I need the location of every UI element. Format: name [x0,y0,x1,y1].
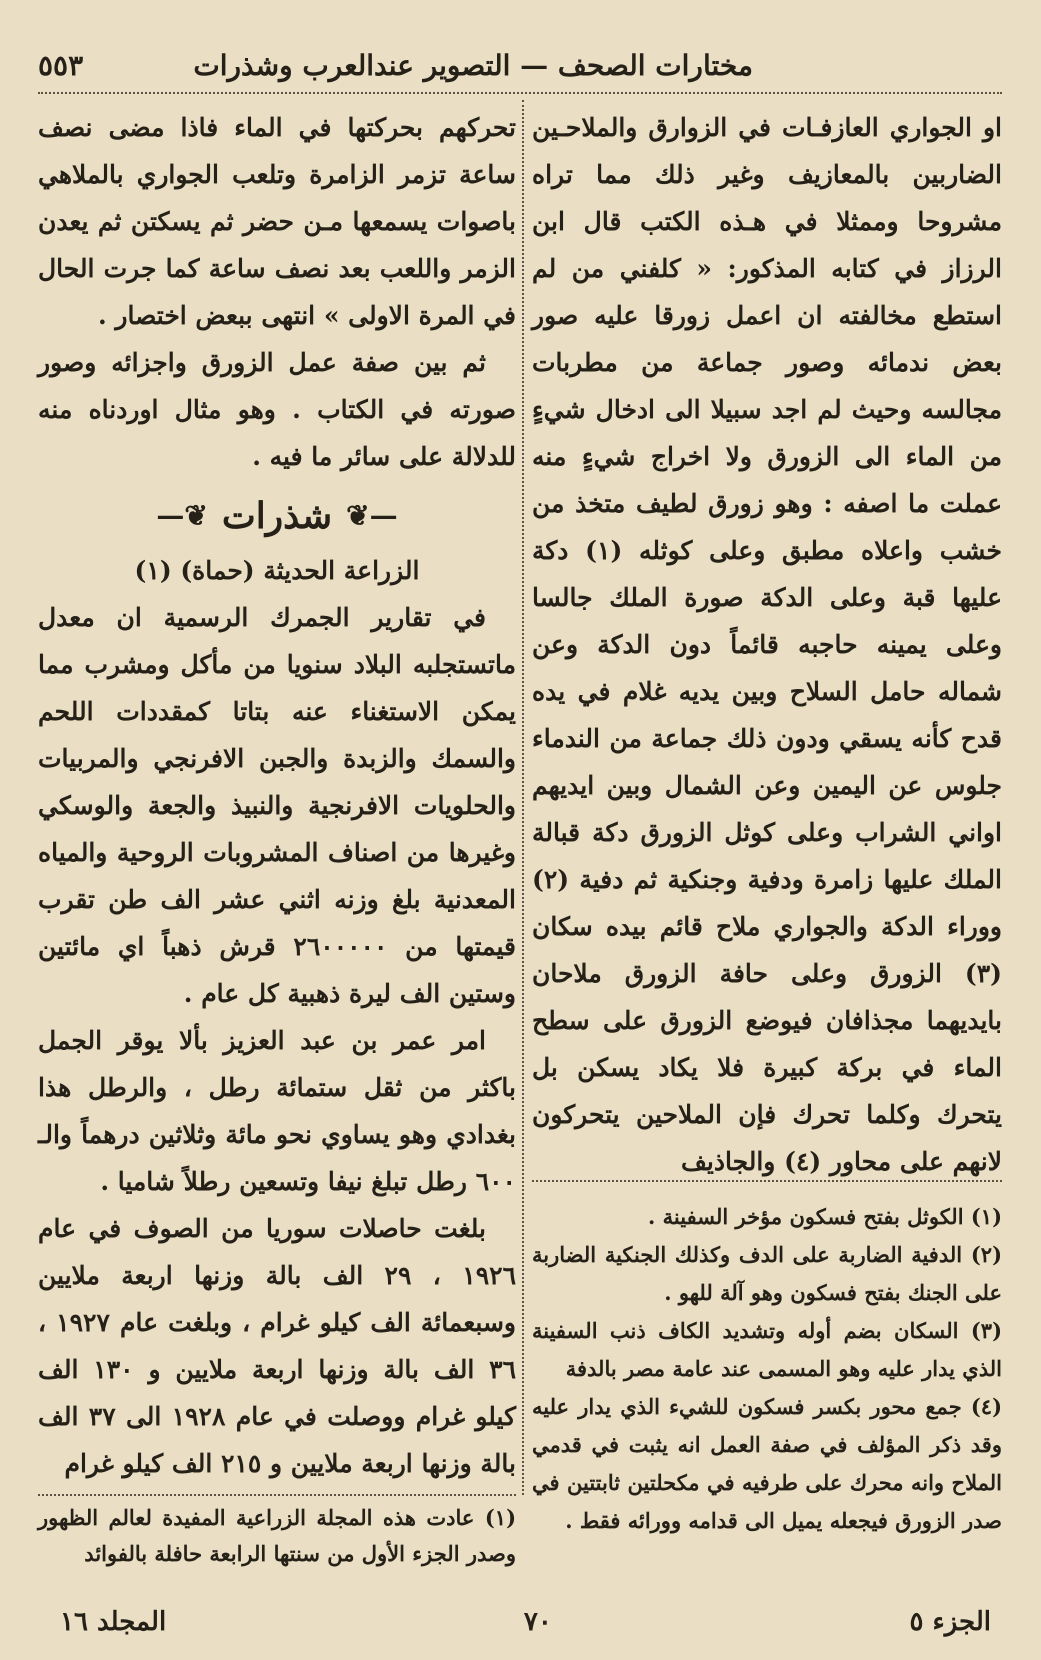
right-footnotes [532,1198,1002,1540]
left-column [38,104,516,1487]
right-column [532,104,1002,1185]
article-subheading: الزراعة الحديثة (حماة) (١) [134,556,420,585]
footnote-2: (٢) الدفية الضاربة على الدف وكذلك الجنكية الضاربة على الجنك بفتح فسكون وهو آلة للهو . [532,1242,1002,1305]
page-number: ٥٥٣ [38,48,84,82]
running-title: مختارات الصحف — التصوير عندالعرب وشذرات [193,48,753,82]
paragraph: في تقارير الجمرك الرسمية ان معدل ماتستجلبه البلاد سنويا من مأكل ومشرب مما يمكن الاستغناء عنه بتاتا كمقددات اللحم والسمك والزبدة والجبن الافرنجي والمربيات والحلويات الافرنجية والنبيذ والجعة والوسكي وغيرها من اصناف المشروبات الروحية والمياه المعدنية بلغ وزنه اثني عشر الف طن تقرب قيمتها من ٢٦٠٠٠٠٠ قرش ذهباً اي مائتين وستين الف ليرة ذهبية كل عام . [38,603,516,1008]
footnote-4: (٤) جمع محور بكسر فسكون للشيء الذي يدار عليه وقد ذكر المؤلف في صفة العمل انه يثبت في قدمي الملاح وانه محرك على طرفيه في مكحلتين ثابتتين في صدر الزورق فيجعله يميل الى قدامه وورائه فقط . [532,1394,1002,1533]
ornament-icon: —❦ [346,499,398,532]
page-header [38,40,1003,90]
right-column-text: او الجواري العازفـات في الزوارق والملاحـين الضاربين بالمعازيف وغير ذلك مما تراه مشروحا وممثلا في هـذه الكتب قال ابن الرزاز في كتابه المذكور: « كلفني من لم استطع مخالفته ان اعمل زورقا عليه صور بعض ندمائه وصور جماعة من مطربات مجالسه وحيث لم اجد سبيلا الى ادخال شيءٍ من الماء الى الزورق ولا اخراج شيءٍ منه عملت ما اصفه : وهو زورق لطيف متخذ من خشب واعلاه مطبق وعلى كوثله (١) دكة عليها قبة وعلى الدكة صورة الملك جالسا وعلى يمينه حاجبه قائماً دون الدكة وعن شماله حامل السلاح وبين يديه غلام في يده قدح كأنه يسقي ودون ذلك جماعة من الندماء جلوس عن اليمين وعن الشمال وبين ايديهم اواني الشراب وعلى كوثل الزورق دكة قبالة الملك عليها زامرة ودفية وجنكية ثم دفية (٢) ووراء الدكة والجواري ملاح قائم بيده سكان (٣) الزورق وعلى حافة الزورق ملاحان بايديهما مجذافان فيوضع الزورق على سطح الماء في بركة كبيرة فلا يكاد يسكن بل يتحرك وكلما تحرك فإن الملاحين يتحركون لانهم على محاور (٤) والجاذيف [532,113,1002,1176]
header-rule [38,92,1002,94]
volume-number: المجلد ١٦ [60,1607,167,1637]
footnote-text: (١) عادت هذه المجلة الزراعية المفيدة لعالم الظهور وصدر الجزء الأول من سنتها الرابعة حافلة بالفوائد [38,1505,516,1566]
page-footer [60,1602,991,1642]
right-footnote-rule [532,1180,1002,1182]
left-footnote [38,1500,516,1572]
paragraph: امر عمر بن عبد العزيز بألا يوقر الجمل باكثر من ثقل ستمائة رطل ، والرطل هذا بغدادي وهو يساوي نحو مائة وثلاثين درهماً والـ ٦٠٠ رطل تبلغ نيفا وتسعين رطلاً شاميا . [38,1026,516,1196]
column-divider [522,100,524,1495]
center-page-number: ٧٠ [523,1607,552,1637]
section-heading [38,486,516,546]
left-footnote-rule [38,1494,516,1496]
continuation-paragraph: تحركهم بحركتها في الماء فاذا مضى نصف ساعة تزمر الزامرة وتلعب الجواري بالملاهي باصوات يسمعها مـن حضر ثم يسكتن ثم يعدن الزمر واللعب بعد نصف ساعة كما جرت الحال في المرة الاولى » انتهى ببعض اختصار . [38,113,516,330]
footnote-3: (٣) السكان بضم أوله وتشديد الكاف ذنب السفينة الذي يدار عليه وهو المسمى عند عامة مصر بالدفة [532,1318,1002,1381]
section-heading-text: شذرات [221,495,333,537]
paragraph: بلغت حاصلات سوريا من الصوف في عام ١٩٢٦ ، ٢٩ الف بالة وزنها اربعة ملايين وسبعمائة الف كيلو غرام ، وبلغت عام ١٩٢٧ ، ٣٦ الف بالة وزنها اربعة ملايين و ١٣٠ الف كيلو غرام ووصلت في عام ١٩٢٨ الى ٣٧ الف بالة وزنها اربعة ملايين و ٢١٥ الف كيلو غرام [38,1214,516,1478]
part-number: الجزء ٥ [909,1607,991,1637]
footnote-1: (١) الكوثل بفتح فسكون مؤخر السفينة . [648,1204,1002,1229]
paragraph: ثم بين صفة عمل الزورق واجزائه وصور صورته في الكتاب . وهو مثال اوردناه منه للدلالة على سائر ما فيه . [38,348,516,471]
ornament-icon: ❦— [156,499,208,532]
